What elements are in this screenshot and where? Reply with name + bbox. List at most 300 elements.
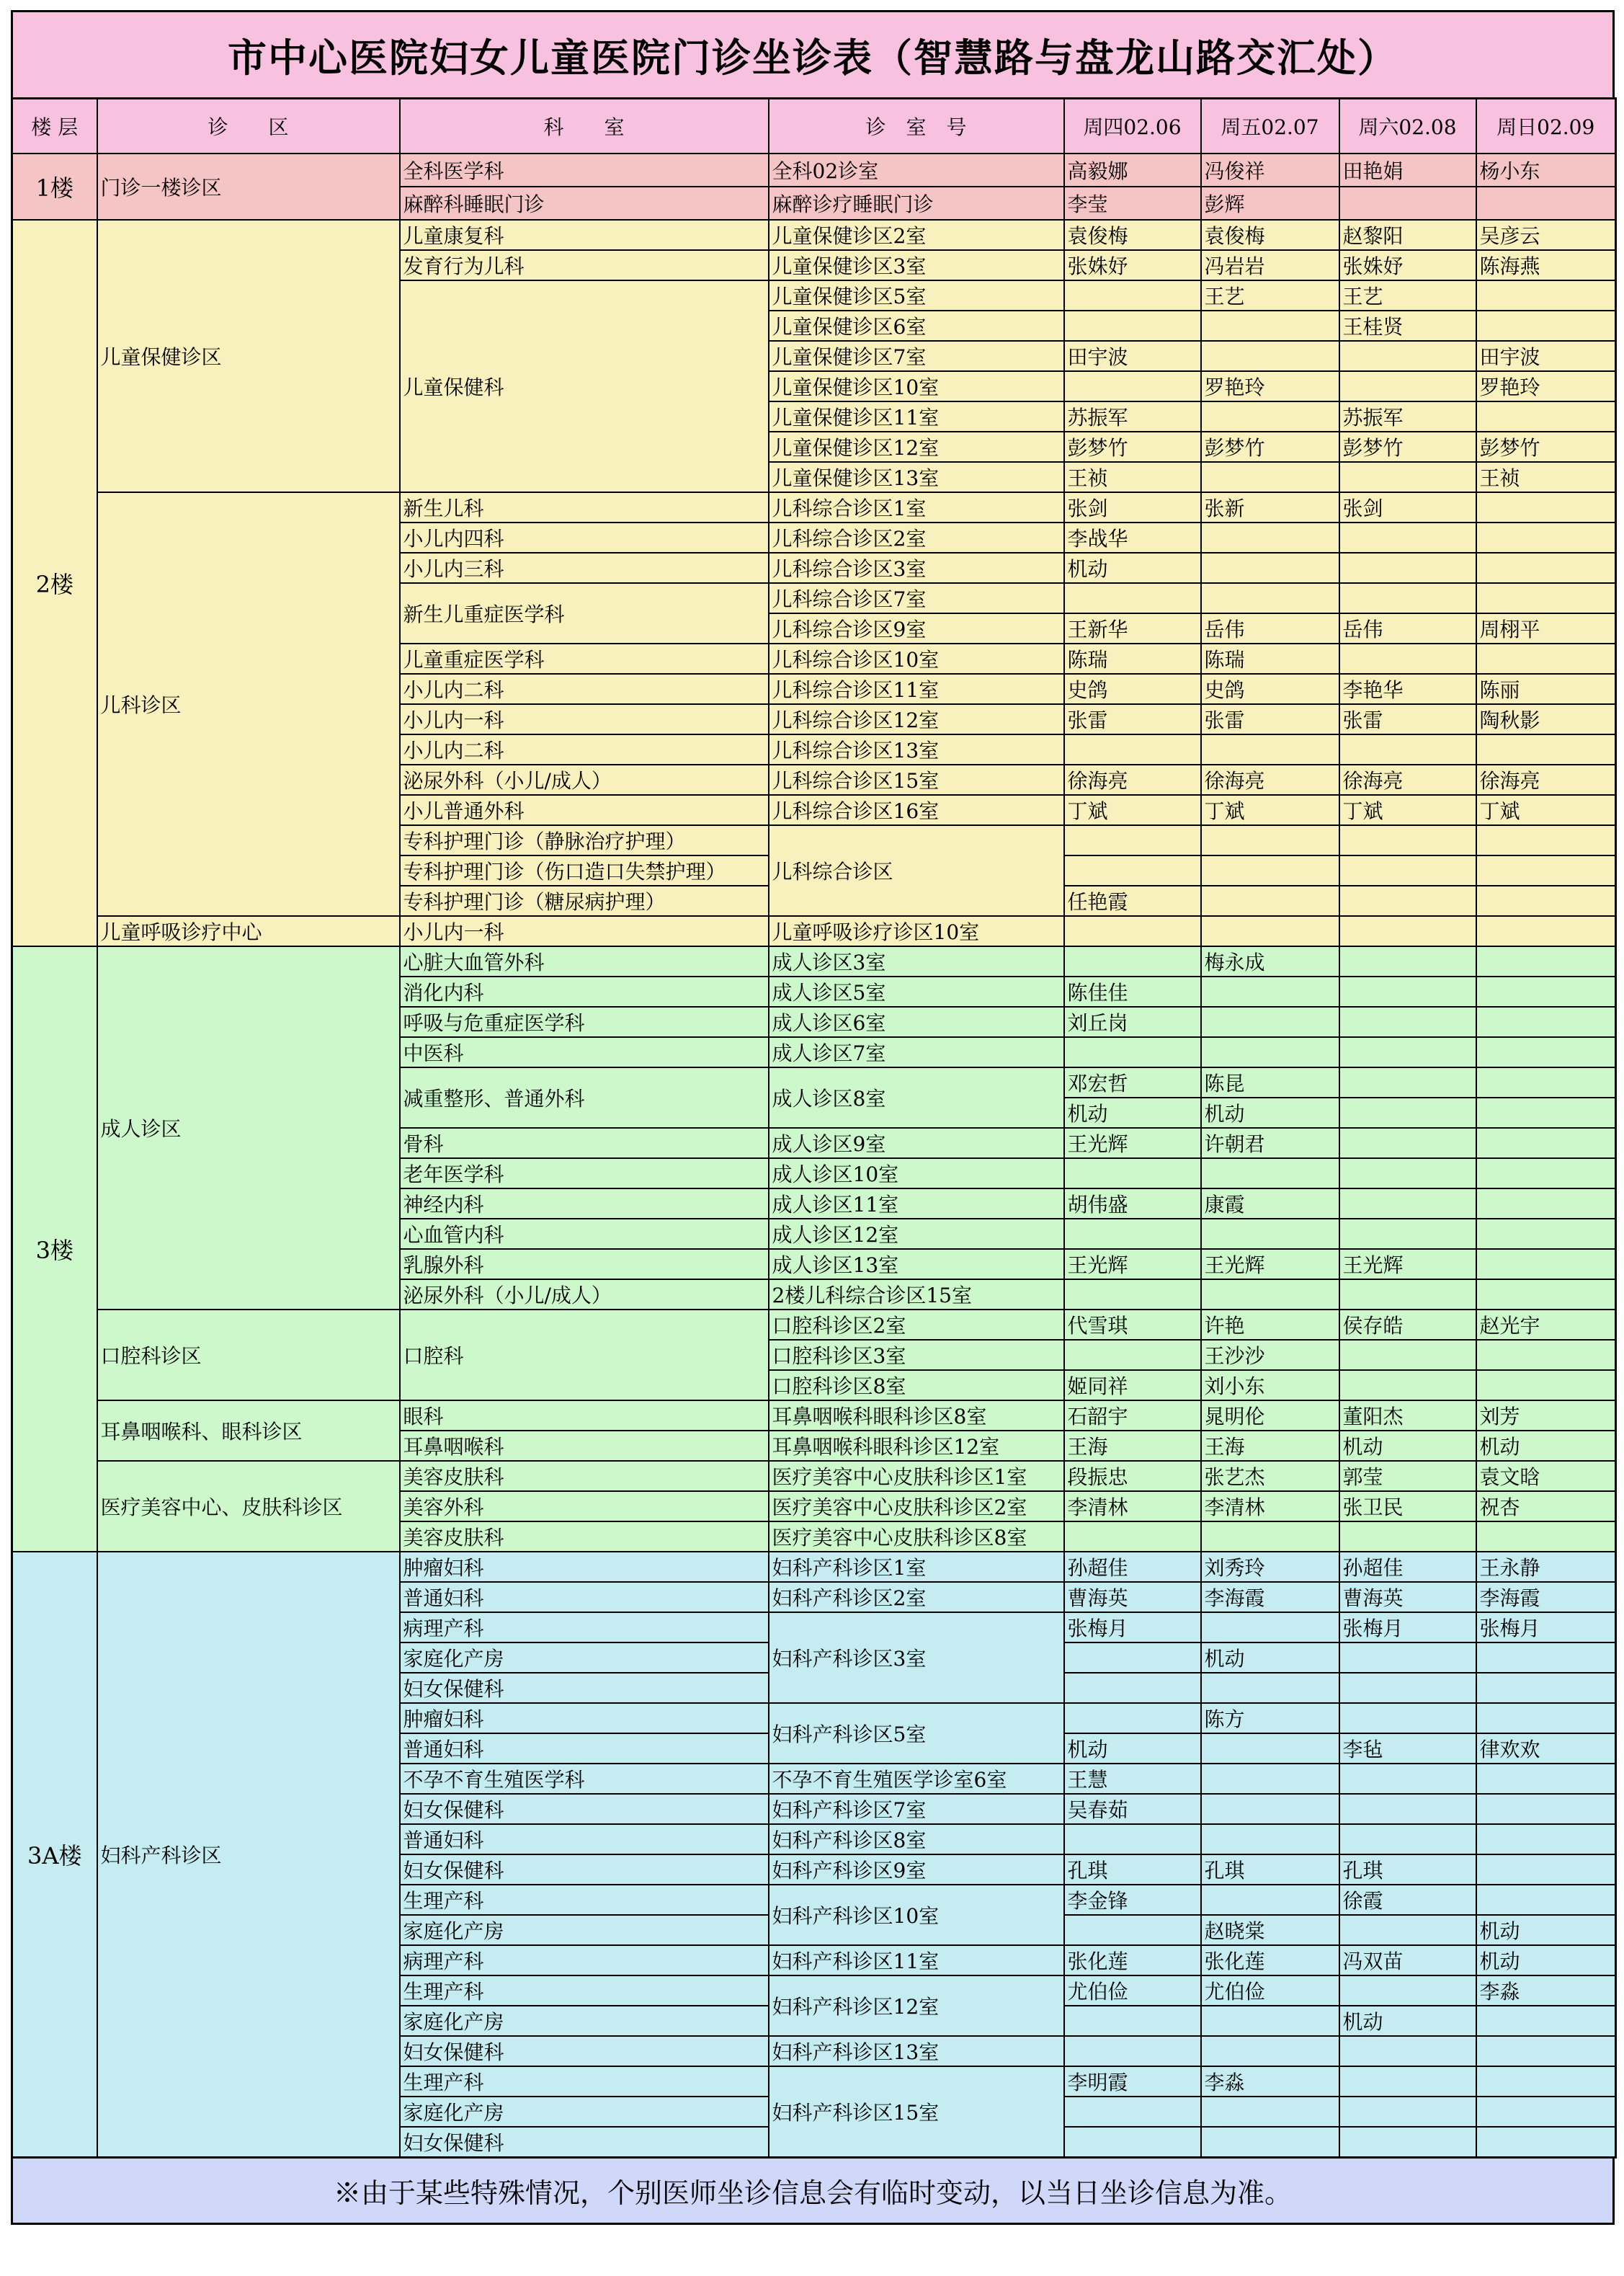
doctor-sat xyxy=(1339,2097,1476,2127)
doctor-thu xyxy=(1064,1824,1201,1854)
doctor-sun xyxy=(1476,1188,1616,1219)
doctor-fri xyxy=(1201,401,1339,432)
department: 普通妇科 xyxy=(400,1582,769,1612)
doctor-fri xyxy=(1201,1794,1339,1824)
doctor-sun xyxy=(1476,916,1616,946)
department: 心血管内科 xyxy=(400,1219,769,1249)
doctor-sun: 李海霞 xyxy=(1476,1582,1616,1612)
department: 美容皮肤科 xyxy=(400,1521,769,1552)
doctor-thu xyxy=(1064,371,1201,401)
doctor-thu: 曹海英 xyxy=(1064,1582,1201,1612)
doctor-sat: 冯双苗 xyxy=(1339,1945,1476,1975)
room-number: 成人诊区7室 xyxy=(769,1037,1064,1067)
department: 泌尿外科（小儿/成人） xyxy=(400,765,769,795)
department: 妇女保健科 xyxy=(400,1854,769,1885)
table-row xyxy=(12,154,1616,187)
doctor-thu: 孙超佳 xyxy=(1064,1552,1201,1582)
department: 老年医学科 xyxy=(400,1158,769,1188)
department: 专科护理门诊（糖尿病护理） xyxy=(400,886,769,916)
department: 全科医学科 xyxy=(400,154,769,187)
doctor-sun xyxy=(1476,1219,1616,1249)
department: 小儿普通外科 xyxy=(400,795,769,825)
doctor-sun xyxy=(1476,187,1616,220)
room-number: 儿科综合诊区7室 xyxy=(769,583,1064,613)
table-row xyxy=(12,1310,1616,1340)
room-number: 妇科产科诊区1室 xyxy=(769,1552,1064,1582)
doctor-sat xyxy=(1339,553,1476,583)
doctor-thu: 胡伟盛 xyxy=(1064,1188,1201,1219)
doctor-thu xyxy=(1064,946,1201,977)
room-number: 成人诊区12室 xyxy=(769,1219,1064,1249)
department: 病理产科 xyxy=(400,1612,769,1642)
room-number: 成人诊区9室 xyxy=(769,1128,1064,1158)
doctor-fri: 王艺 xyxy=(1201,280,1339,311)
department: 妇女保健科 xyxy=(400,1673,769,1703)
doctor-fri: 孔琪 xyxy=(1201,1854,1339,1885)
zone-name: 医疗美容中心、皮肤科诊区 xyxy=(97,1461,400,1552)
department: 新生儿科 xyxy=(400,492,769,523)
doctor-sat xyxy=(1339,1279,1476,1310)
doctor-fri xyxy=(1201,916,1339,946)
department: 小儿内四科 xyxy=(400,523,769,553)
floor-3a-section xyxy=(12,1552,1616,2158)
doctor-thu: 史鸽 xyxy=(1064,674,1201,704)
doctor-sat: 张姝妤 xyxy=(1339,250,1476,280)
room-number: 口腔科诊区3室 xyxy=(769,1340,1064,1370)
doctor-sat: 彭梦竹 xyxy=(1339,432,1476,462)
department: 家庭化产房 xyxy=(400,1915,769,1945)
floor-label: 2楼 xyxy=(12,220,97,946)
doctor-sun: 赵光宇 xyxy=(1476,1310,1616,1340)
doctor-fri: 徐海亮 xyxy=(1201,765,1339,795)
doctor-sat xyxy=(1339,1642,1476,1673)
doctor-fri: 王沙沙 xyxy=(1201,1340,1339,1370)
doctor-fri xyxy=(1201,1279,1339,1310)
doctor-thu xyxy=(1064,2097,1201,2127)
doctor-sat: 孙超佳 xyxy=(1339,1552,1476,1582)
doctor-sun xyxy=(1476,2006,1616,2036)
doctor-thu: 丁斌 xyxy=(1064,795,1201,825)
room-number: 成人诊区8室 xyxy=(769,1067,1064,1128)
doctor-sat: 机动 xyxy=(1339,1431,1476,1461)
doctor-sun: 机动 xyxy=(1476,1945,1616,1975)
doctor-thu: 任艳霞 xyxy=(1064,886,1201,916)
doctor-sun: 陈丽 xyxy=(1476,674,1616,704)
doctor-thu xyxy=(1064,1158,1201,1188)
doctor-fri: 机动 xyxy=(1201,1642,1339,1673)
room-number: 耳鼻咽喉科眼科诊区12室 xyxy=(769,1431,1064,1461)
zone-name: 妇科产科诊区 xyxy=(97,1552,400,2158)
doctor-fri: 张化莲 xyxy=(1201,1945,1339,1975)
doctor-sat xyxy=(1339,1794,1476,1824)
doctor-thu xyxy=(1064,1219,1201,1249)
department: 儿童保健科 xyxy=(400,280,769,492)
doctor-sun xyxy=(1476,886,1616,916)
doctor-fri: 刘小东 xyxy=(1201,1370,1339,1400)
doctor-thu: 张化莲 xyxy=(1064,1945,1201,1975)
doctor-sat xyxy=(1339,523,1476,553)
doctor-thu: 李金锋 xyxy=(1064,1885,1201,1915)
page-title: 市中心医院妇女儿童医院门诊坐诊表（智慧路与盘龙山路交汇处） xyxy=(11,10,1615,97)
room-number: 儿童保健诊区12室 xyxy=(769,432,1064,462)
doctor-thu: 陈瑞 xyxy=(1064,644,1201,674)
department: 家庭化产房 xyxy=(400,2006,769,2036)
doctor-sat: 机动 xyxy=(1339,2006,1476,2036)
doctor-fri: 张雷 xyxy=(1201,704,1339,734)
doctor-sun xyxy=(1476,644,1616,674)
doctor-sat xyxy=(1339,187,1476,220)
room-number: 成人诊区3室 xyxy=(769,946,1064,977)
doctor-fri xyxy=(1201,1219,1339,1249)
department: 减重整形、普通外科 xyxy=(400,1067,769,1128)
doctor-sat: 张雷 xyxy=(1339,704,1476,734)
doctor-thu xyxy=(1064,734,1201,765)
doctor-sat xyxy=(1339,644,1476,674)
department: 新生儿重症医学科 xyxy=(400,583,769,644)
doctor-fri: 尤伯俭 xyxy=(1201,1975,1339,2006)
department: 消化内科 xyxy=(400,977,769,1007)
doctor-fri: 丁斌 xyxy=(1201,795,1339,825)
floor-1-section xyxy=(12,154,1616,220)
department: 小儿内一科 xyxy=(400,704,769,734)
doctor-sun xyxy=(1476,1067,1616,1098)
doctor-fri xyxy=(1201,1885,1339,1915)
doctor-fri: 李清林 xyxy=(1201,1491,1339,1521)
doctor-sun xyxy=(1476,1673,1616,1703)
doctor-sun xyxy=(1476,977,1616,1007)
doctor-sat xyxy=(1339,1067,1476,1098)
doctor-sat: 王艺 xyxy=(1339,280,1476,311)
doctor-sun xyxy=(1476,1885,1616,1915)
doctor-fri: 康霞 xyxy=(1201,1188,1339,1219)
doctor-fri: 袁俊梅 xyxy=(1201,220,1339,250)
room-number: 妇科产科诊区10室 xyxy=(769,1885,1064,1945)
doctor-sun xyxy=(1476,280,1616,311)
doctor-sun xyxy=(1476,855,1616,886)
doctor-fri xyxy=(1201,1612,1339,1642)
doctor-sat: 王桂贤 xyxy=(1339,311,1476,341)
doctor-fri: 冯俊祥 xyxy=(1201,154,1339,187)
room-number: 医疗美容中心皮肤科诊区8室 xyxy=(769,1521,1064,1552)
department: 妇女保健科 xyxy=(400,2036,769,2066)
doctor-sat xyxy=(1339,916,1476,946)
doctor-fri xyxy=(1201,2036,1339,2066)
zone-name: 口腔科诊区 xyxy=(97,1310,400,1400)
doctor-thu: 田宇波 xyxy=(1064,341,1201,371)
doctor-sun xyxy=(1476,825,1616,855)
doctor-sun: 周栩平 xyxy=(1476,613,1616,644)
doctor-thu: 王光辉 xyxy=(1064,1128,1201,1158)
doctor-fri xyxy=(1201,583,1339,613)
department: 乳腺外科 xyxy=(400,1249,769,1279)
doctor-thu xyxy=(1064,1279,1201,1310)
doctor-thu: 机动 xyxy=(1064,1098,1201,1128)
doctor-fri xyxy=(1201,1521,1339,1552)
doctor-thu: 张雷 xyxy=(1064,704,1201,734)
doctor-sun xyxy=(1476,492,1616,523)
room-number: 儿童呼吸诊疗诊区10室 xyxy=(769,916,1064,946)
doctor-sat: 岳伟 xyxy=(1339,613,1476,644)
doctor-thu: 张梅月 xyxy=(1064,1612,1201,1642)
doctor-thu xyxy=(1064,1340,1201,1370)
room-number: 儿童保健诊区10室 xyxy=(769,371,1064,401)
department: 儿童重症医学科 xyxy=(400,644,769,674)
department: 专科护理门诊（静脉治疗护理） xyxy=(400,825,769,855)
doctor-fri: 彭梦竹 xyxy=(1201,432,1339,462)
doctor-thu: 机动 xyxy=(1064,1733,1201,1764)
doctor-sat xyxy=(1339,886,1476,916)
doctor-sun: 田宇波 xyxy=(1476,341,1616,371)
floor-label: 3楼 xyxy=(12,946,97,1552)
header-fri: 周五02.07 xyxy=(1201,99,1339,154)
doctor-thu: 袁俊梅 xyxy=(1064,220,1201,250)
doctor-sat xyxy=(1339,1673,1476,1703)
doctor-thu: 李明霞 xyxy=(1064,2066,1201,2097)
doctor-sat: 李毡 xyxy=(1339,1733,1476,1764)
department: 妇女保健科 xyxy=(400,1794,769,1824)
doctor-sat xyxy=(1339,1158,1476,1188)
room-number: 全科02诊室 xyxy=(769,154,1064,187)
doctor-thu: 王新华 xyxy=(1064,613,1201,644)
doctor-sat xyxy=(1339,2066,1476,2097)
doctor-fri xyxy=(1201,462,1339,492)
doctor-sun xyxy=(1476,1158,1616,1188)
doctor-fri: 罗艳玲 xyxy=(1201,371,1339,401)
doctor-sun xyxy=(1476,583,1616,613)
header-room: 诊 室 号 xyxy=(769,99,1064,154)
doctor-fri: 王海 xyxy=(1201,1431,1339,1461)
header-row xyxy=(12,99,1616,154)
department: 家庭化产房 xyxy=(400,1642,769,1673)
department: 泌尿外科（小儿/成人） xyxy=(400,1279,769,1310)
department: 专科护理门诊（伤口造口失禁护理） xyxy=(400,855,769,886)
table-row xyxy=(12,1400,1616,1431)
doctor-sat xyxy=(1339,1007,1476,1037)
doctor-sat xyxy=(1339,825,1476,855)
footer-note: ※由于某些特殊情况，个别医师坐诊信息会有临时变动，以当日坐诊信息为准。 xyxy=(11,2159,1615,2225)
room-number: 儿童保健诊区13室 xyxy=(769,462,1064,492)
doctor-fri: 许朝君 xyxy=(1201,1128,1339,1158)
doctor-sat xyxy=(1339,1764,1476,1794)
doctor-fri: 梅永成 xyxy=(1201,946,1339,977)
doctor-sun xyxy=(1476,1007,1616,1037)
doctor-sat xyxy=(1339,977,1476,1007)
doctor-fri xyxy=(1201,523,1339,553)
doctor-fri: 王光辉 xyxy=(1201,1249,1339,1279)
doctor-fri xyxy=(1201,825,1339,855)
doctor-thu xyxy=(1064,1703,1201,1733)
doctor-fri xyxy=(1201,1037,1339,1067)
doctor-sun xyxy=(1476,2066,1616,2097)
doctor-sun: 李淼 xyxy=(1476,1975,1616,2006)
zone-name: 儿童呼吸诊疗中心 xyxy=(97,916,400,946)
room-number: 成人诊区10室 xyxy=(769,1158,1064,1188)
department: 肿瘤妇科 xyxy=(400,1703,769,1733)
doctor-sat: 张卫民 xyxy=(1339,1491,1476,1521)
doctor-thu: 石韶宇 xyxy=(1064,1400,1201,1431)
doctor-sun: 彭梦竹 xyxy=(1476,432,1616,462)
department: 美容皮肤科 xyxy=(400,1461,769,1491)
doctor-thu: 代雪琪 xyxy=(1064,1310,1201,1340)
room-number: 儿科综合诊区12室 xyxy=(769,704,1064,734)
doctor-sun xyxy=(1476,1128,1616,1158)
doctor-sun xyxy=(1476,734,1616,765)
doctor-thu: 吴春茹 xyxy=(1064,1794,1201,1824)
doctor-sun xyxy=(1476,523,1616,553)
doctor-thu: 陈佳佳 xyxy=(1064,977,1201,1007)
floor-3-section xyxy=(12,946,1616,1552)
doctor-sun: 律欢欢 xyxy=(1476,1733,1616,1764)
doctor-thu xyxy=(1064,916,1201,946)
department: 不孕不育生殖医学科 xyxy=(400,1764,769,1794)
doctor-sun xyxy=(1476,1854,1616,1885)
table-row xyxy=(12,492,1616,523)
floor-2-section xyxy=(12,220,1616,946)
doctor-sun xyxy=(1476,1279,1616,1310)
room-number: 口腔科诊区8室 xyxy=(769,1370,1064,1400)
table-row xyxy=(12,1552,1616,1582)
doctor-thu: 邓宏哲 xyxy=(1064,1067,1201,1098)
room-number: 妇科产科诊区8室 xyxy=(769,1824,1064,1854)
doctor-sun xyxy=(1476,553,1616,583)
doctor-sat: 王光辉 xyxy=(1339,1249,1476,1279)
doctor-sun xyxy=(1476,2097,1616,2127)
doctor-sat xyxy=(1339,1037,1476,1067)
doctor-thu: 张姝妤 xyxy=(1064,250,1201,280)
doctor-fri xyxy=(1201,734,1339,765)
doctor-sat xyxy=(1339,1703,1476,1733)
doctor-sun xyxy=(1476,1764,1616,1794)
doctor-sat: 赵黎阳 xyxy=(1339,220,1476,250)
doctor-thu: 李莹 xyxy=(1064,187,1201,220)
room-number: 儿科综合诊区3室 xyxy=(769,553,1064,583)
doctor-sat xyxy=(1339,2127,1476,2158)
doctor-sun xyxy=(1476,2036,1616,2066)
room-number: 妇科产科诊区2室 xyxy=(769,1582,1064,1612)
doctor-fri: 机动 xyxy=(1201,1098,1339,1128)
department: 小儿内一科 xyxy=(400,916,769,946)
doctor-sun: 吴彦云 xyxy=(1476,220,1616,250)
room-number: 儿童保健诊区7室 xyxy=(769,341,1064,371)
room-number: 儿童保健诊区5室 xyxy=(769,280,1064,311)
room-number: 2楼儿科综合诊区15室 xyxy=(769,1279,1064,1310)
doctor-thu: 姬同祥 xyxy=(1064,1370,1201,1400)
room-number: 儿科综合诊区11室 xyxy=(769,674,1064,704)
doctor-sun: 王永静 xyxy=(1476,1552,1616,1582)
doctor-sun xyxy=(1476,1824,1616,1854)
department: 家庭化产房 xyxy=(400,2097,769,2127)
room-number: 医疗美容中心皮肤科诊区2室 xyxy=(769,1491,1064,1521)
department: 耳鼻咽喉科 xyxy=(400,1431,769,1461)
doctor-sun: 徐海亮 xyxy=(1476,765,1616,795)
doctor-thu: 孔琪 xyxy=(1064,1854,1201,1885)
doctor-sun: 罗艳玲 xyxy=(1476,371,1616,401)
room-number: 儿科综合诊区1室 xyxy=(769,492,1064,523)
doctor-fri xyxy=(1201,1673,1339,1703)
doctor-fri xyxy=(1201,341,1339,371)
department: 口腔科 xyxy=(400,1310,769,1400)
table-row xyxy=(12,220,1616,250)
doctor-thu xyxy=(1064,1521,1201,1552)
header-zone: 诊 区 xyxy=(97,99,400,154)
doctor-thu: 王海 xyxy=(1064,1431,1201,1461)
doctor-fri: 陈方 xyxy=(1201,1703,1339,1733)
doctor-thu: 王祯 xyxy=(1064,462,1201,492)
room-number: 妇科产科诊区3室 xyxy=(769,1612,1064,1703)
doctor-sat xyxy=(1339,1098,1476,1128)
doctor-sat xyxy=(1339,1915,1476,1945)
doctor-fri xyxy=(1201,311,1339,341)
doctor-sat xyxy=(1339,1340,1476,1370)
department: 骨科 xyxy=(400,1128,769,1158)
doctor-thu: 王慧 xyxy=(1064,1764,1201,1794)
zone-name: 儿童保健诊区 xyxy=(97,220,400,492)
doctor-fri xyxy=(1201,855,1339,886)
department: 眼科 xyxy=(400,1400,769,1431)
doctor-thu xyxy=(1064,2127,1201,2158)
doctor-sat: 曹海英 xyxy=(1339,1582,1476,1612)
department: 儿童康复科 xyxy=(400,220,769,250)
doctor-thu: 机动 xyxy=(1064,553,1201,583)
doctor-thu xyxy=(1064,825,1201,855)
doctor-fri: 刘秀玲 xyxy=(1201,1552,1339,1582)
department: 小儿内二科 xyxy=(400,674,769,704)
doctor-fri: 陈瑞 xyxy=(1201,644,1339,674)
room-number: 儿童保健诊区3室 xyxy=(769,250,1064,280)
doctor-sat xyxy=(1339,1128,1476,1158)
table-row xyxy=(12,1461,1616,1491)
room-number: 妇科产科诊区15室 xyxy=(769,2066,1064,2158)
header-floor: 楼 层 xyxy=(12,99,97,154)
doctor-fri xyxy=(1201,553,1339,583)
doctor-sat xyxy=(1339,341,1476,371)
department: 发育行为儿科 xyxy=(400,250,769,280)
doctor-sat xyxy=(1339,734,1476,765)
doctor-thu xyxy=(1064,311,1201,341)
doctor-thu: 彭梦竹 xyxy=(1064,432,1201,462)
doctor-sun: 张梅月 xyxy=(1476,1612,1616,1642)
doctor-sat: 张梅月 xyxy=(1339,1612,1476,1642)
department: 病理产科 xyxy=(400,1945,769,1975)
table-row xyxy=(12,916,1616,946)
doctor-sat: 张剑 xyxy=(1339,492,1476,523)
department: 美容外科 xyxy=(400,1491,769,1521)
doctor-sat xyxy=(1339,371,1476,401)
room-number: 不孕不育生殖医学诊室6室 xyxy=(769,1764,1064,1794)
doctor-fri xyxy=(1201,2097,1339,2127)
zone-name: 耳鼻咽喉科、眼科诊区 xyxy=(97,1400,400,1461)
room-number: 医疗美容中心皮肤科诊区1室 xyxy=(769,1461,1064,1491)
doctor-sat xyxy=(1339,1188,1476,1219)
doctor-thu: 王光辉 xyxy=(1064,1249,1201,1279)
doctor-thu xyxy=(1064,583,1201,613)
doctor-sun xyxy=(1476,1642,1616,1673)
doctor-thu xyxy=(1064,1642,1201,1673)
doctor-fri: 晁明伦 xyxy=(1201,1400,1339,1431)
header-thu: 周四02.06 xyxy=(1064,99,1201,154)
department: 麻醉科睡眠门诊 xyxy=(400,187,769,220)
doctor-fri xyxy=(1201,1007,1339,1037)
room-number: 妇科产科诊区9室 xyxy=(769,1854,1064,1885)
room-number: 成人诊区5室 xyxy=(769,977,1064,1007)
doctor-thu xyxy=(1064,280,1201,311)
zone-name: 门诊一楼诊区 xyxy=(97,154,400,220)
doctor-sat xyxy=(1339,2036,1476,2066)
doctor-fri: 彭辉 xyxy=(1201,187,1339,220)
doctor-sat xyxy=(1339,462,1476,492)
doctor-sat: 董阳杰 xyxy=(1339,1400,1476,1431)
doctor-thu xyxy=(1064,1673,1201,1703)
